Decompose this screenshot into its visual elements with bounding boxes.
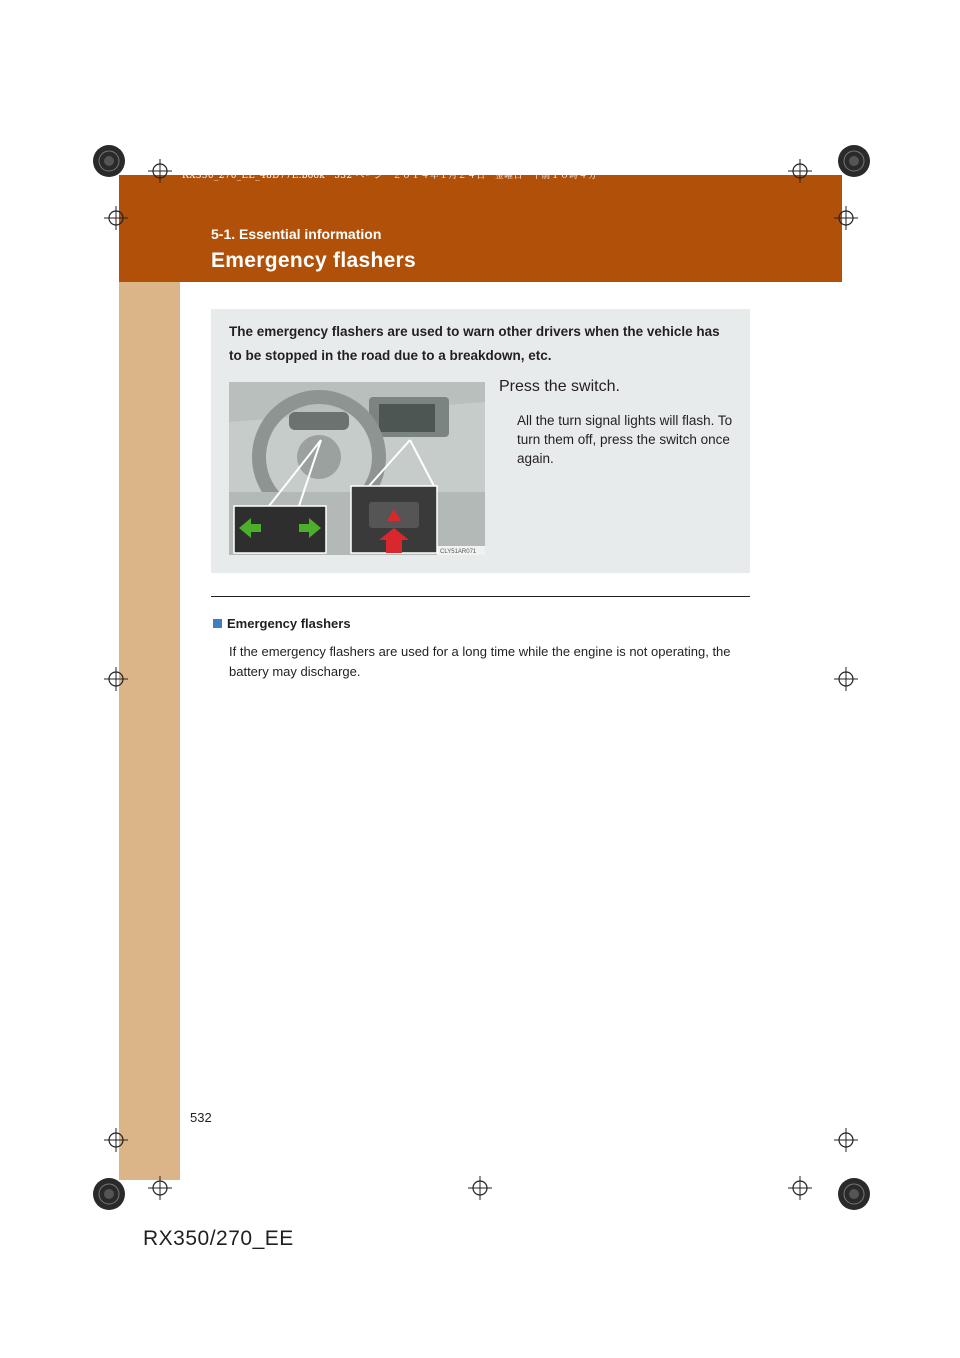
note-heading	[213, 616, 351, 631]
section-divider	[211, 596, 750, 597]
registration-target-icon	[104, 1128, 128, 1152]
registration-target-icon	[834, 667, 858, 691]
registration-target-icon	[148, 159, 172, 183]
registration-target-icon	[788, 159, 812, 183]
page-title: Emergency flashers	[211, 249, 417, 272]
note-heading-text: Emergency flashers	[227, 616, 351, 631]
intro-text: The emergency flashers are used to warn other drivers when the vehicle has to be stopped in the road due to a breakdown, etc.	[229, 324, 720, 363]
figure-code: CLY51AR071	[440, 549, 477, 555]
registration-target-icon	[834, 1128, 858, 1152]
page-number: 532	[190, 1110, 212, 1125]
section-label: 5-1. Essential information	[211, 226, 382, 242]
note-body: If the emergency flashers are used for a long time while the engine is not operating, the battery may discharge.	[229, 644, 731, 679]
side-tab	[119, 175, 180, 1180]
registration-target-icon	[834, 206, 858, 230]
dashboard-photo	[229, 382, 485, 555]
color-wheel-icon	[837, 144, 871, 178]
color-wheel-icon	[837, 1177, 871, 1211]
registration-target-icon	[104, 667, 128, 691]
bullet-square-icon	[213, 619, 222, 628]
model-code: RX350/270_EE	[143, 1227, 294, 1250]
step-detail: All the turn signal lights will flash. To turn them off, press the switch once again.	[517, 413, 733, 466]
registration-target-icon	[148, 1176, 172, 1200]
print-meta: RX350_270_EE_48D77E.book 532 ページ ２０１４年１月２４日 金曜日 午前１０時４分	[182, 171, 598, 181]
step-title: Press the switch.	[499, 378, 620, 395]
registration-target-icon	[788, 1176, 812, 1200]
registration-target-icon	[104, 206, 128, 230]
color-wheel-icon	[92, 144, 126, 178]
color-wheel-icon	[92, 1177, 126, 1211]
registration-target-icon	[468, 1176, 492, 1200]
